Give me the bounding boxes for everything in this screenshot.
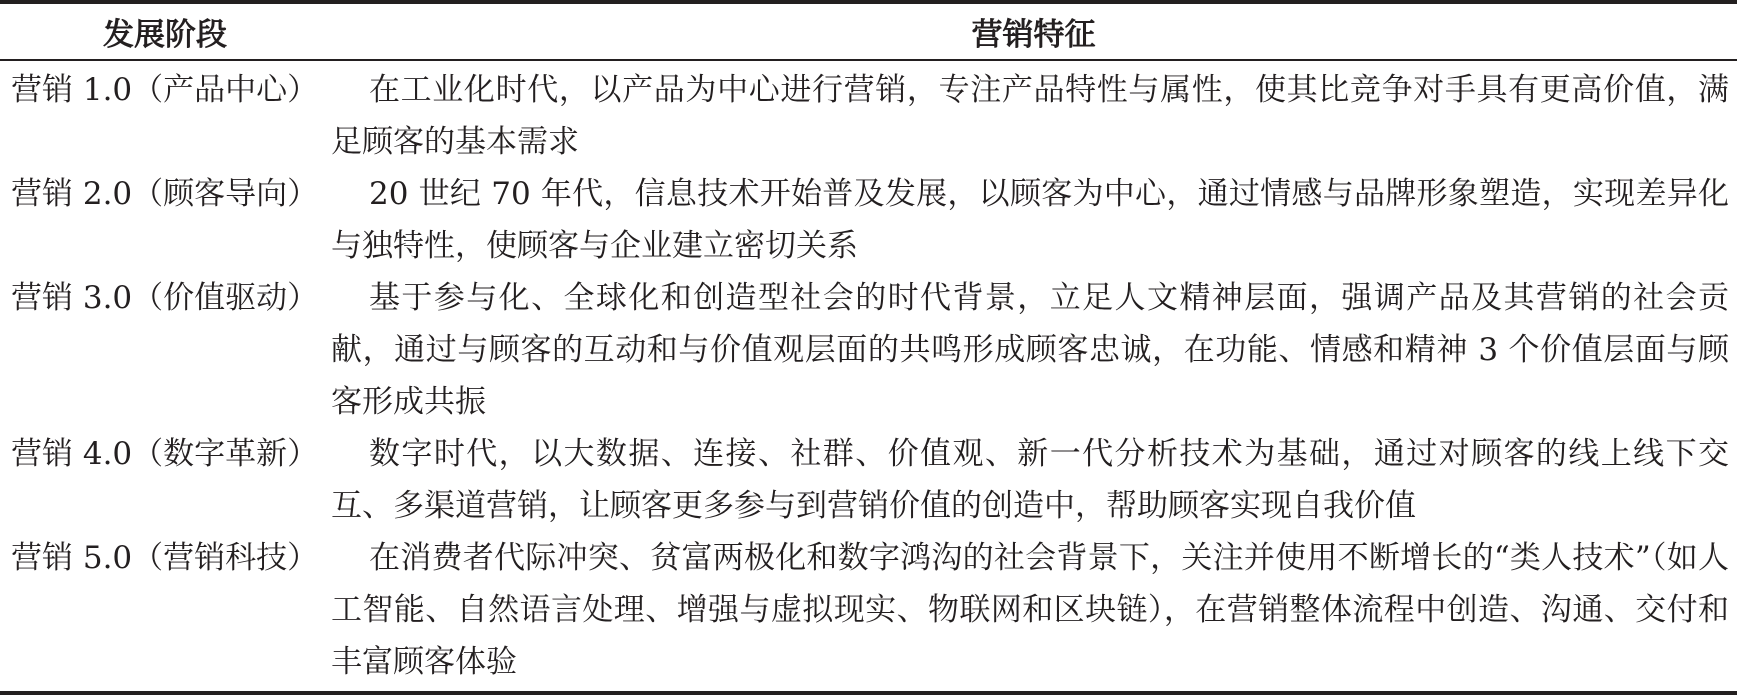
feature-cell: 在消费者代际冲突、贫富两极化和数字鸿沟的社会背景下，关注并使用不断增长的“类人技术”（如人工智能、自然语言处理、增强与虚拟现实、物联网和区块链），在营销整体流程中创造、沟通、交付和丰富顾客体验 — [331, 540, 1729, 680]
feature-cell: 在工业化时代，以产品为中心进行营销，专注产品特性与属性，使其比竞争对手具有更高价值，满足顾客的基本需求 — [331, 72, 1729, 160]
stage-cell: 营销 4.0（数字革新） — [11, 436, 319, 472]
stage-cell: 营销 5.0（营销科技） — [11, 540, 319, 576]
stage-cell: 营销 3.0（价值驱动） — [11, 280, 319, 316]
feature-cell: 20 世纪 70 年代，信息技术开始普及发展，以顾客为中心，通过情感与品牌形象塑造，实现差异化与独特性，使顾客与企业建立密切关系 — [331, 176, 1729, 264]
header-feature: 营销特征 — [971, 17, 1096, 53]
header-stage: 发展阶段 — [103, 17, 227, 53]
feature-cell: 基于参与化、全球化和创造型社会的时代背景，立足人文精神层面，强调产品及其营销的社会贡献，通过与顾客的互动和与价值观层面的共鸣形成顾客忠诚，在功能、情感和精神 3 个价值层面与顾客形成共振 — [331, 280, 1729, 420]
table-header-rule — [0, 59, 1737, 61]
table-bottom-rule — [0, 691, 1737, 695]
stage-cell: 营销 1.0（产品中心） — [11, 72, 319, 108]
stage-cell: 营销 2.0（顾客导向） — [11, 176, 319, 212]
feature-cell: 数字时代，以大数据、连接、社群、价值观、新一代分析技术为基础，通过对顾客的线上线下交互、多渠道营销，让顾客更多参与到营销价值的创造中，帮助顾客实现自我价值 — [331, 436, 1729, 524]
